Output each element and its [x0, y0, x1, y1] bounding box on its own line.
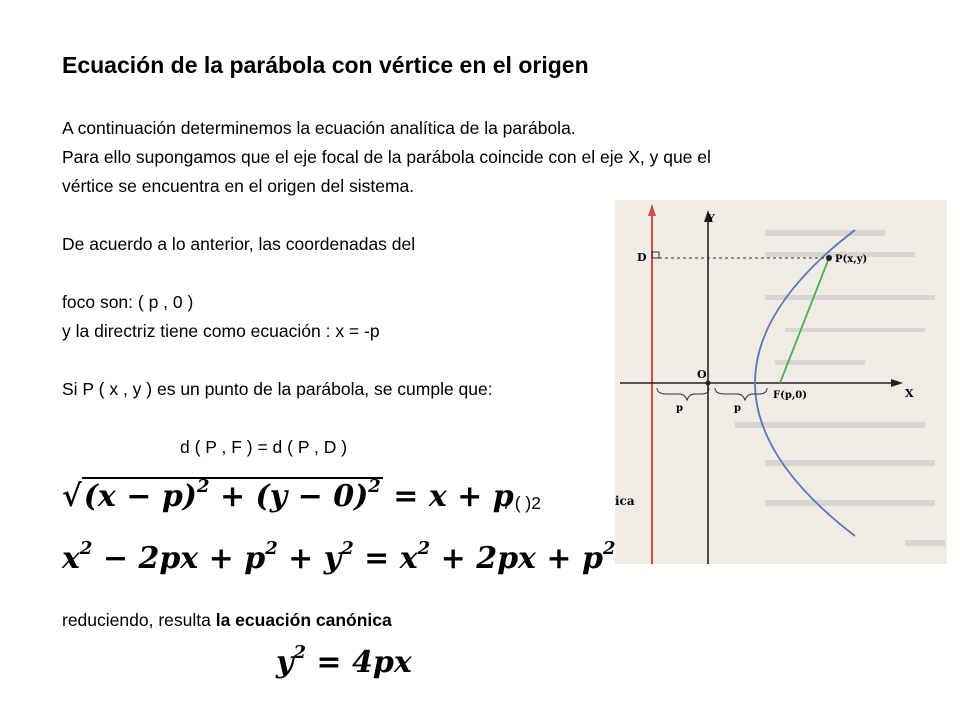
sqrt-symbol: √ — [62, 479, 82, 514]
x-axis-label: X — [905, 387, 914, 400]
canonical-equation: $y^2 = 4px$ — [276, 642, 412, 680]
directrix-line: y la directriz tiene como ecuación : x = -p — [62, 321, 380, 341]
origin-label: O — [697, 368, 707, 381]
square-both-sides-note: / ( )2 — [505, 493, 541, 513]
point-p-dot — [826, 255, 832, 261]
origin-dot — [706, 381, 711, 386]
focus-label: F(p,0) — [773, 390, 807, 401]
intro-line-1: A continuación determinemos la ecuación analítica de la parábola. — [62, 118, 576, 138]
parabola-figure — [615, 200, 947, 564]
intro-line-2: Para ello supongamos que el eje focal de la parábola coincide con el eje X, y que el — [62, 147, 711, 167]
sqrt-radicand: $(x - p)^2 + (y - 0)^2$ — [83, 476, 381, 514]
distance-equation: d ( P , F ) = d ( P , D ) — [180, 437, 348, 457]
p-label-right: p — [734, 403, 741, 414]
intro-line-3: vértice se encuentra en el origen del sistema. — [62, 176, 415, 196]
expanded-equation: $x^2 - 2px + p^2 + y^2 = x^2 + 2px + p^2$ — [62, 538, 616, 576]
side-text: ica — [615, 494, 635, 508]
focus-line: foco son: ( p , 0 ) — [62, 292, 194, 312]
reducing-line: reduciendo, resulta la ecuación canónica — [62, 610, 392, 630]
coordinates-line: De acuerdo a lo anterior, las coordenadas del — [62, 234, 416, 254]
parabola-diagram — [615, 200, 947, 564]
slide-title: Ecuación de la parábola con vértice en el origen — [62, 52, 589, 78]
y-axis-label: Y — [707, 212, 715, 225]
distance-equation-sqrt: $√(x - p)^2 + (y - 0)^2 = x + p$ — [62, 476, 514, 514]
directrix-point-label: D — [637, 251, 647, 264]
point-condition-line: Si P ( x , y ) es un punto de la parábola, se cumple que: — [62, 379, 493, 399]
p-label-left: p — [676, 403, 683, 414]
point-p-label: P(x,y) — [835, 254, 868, 265]
